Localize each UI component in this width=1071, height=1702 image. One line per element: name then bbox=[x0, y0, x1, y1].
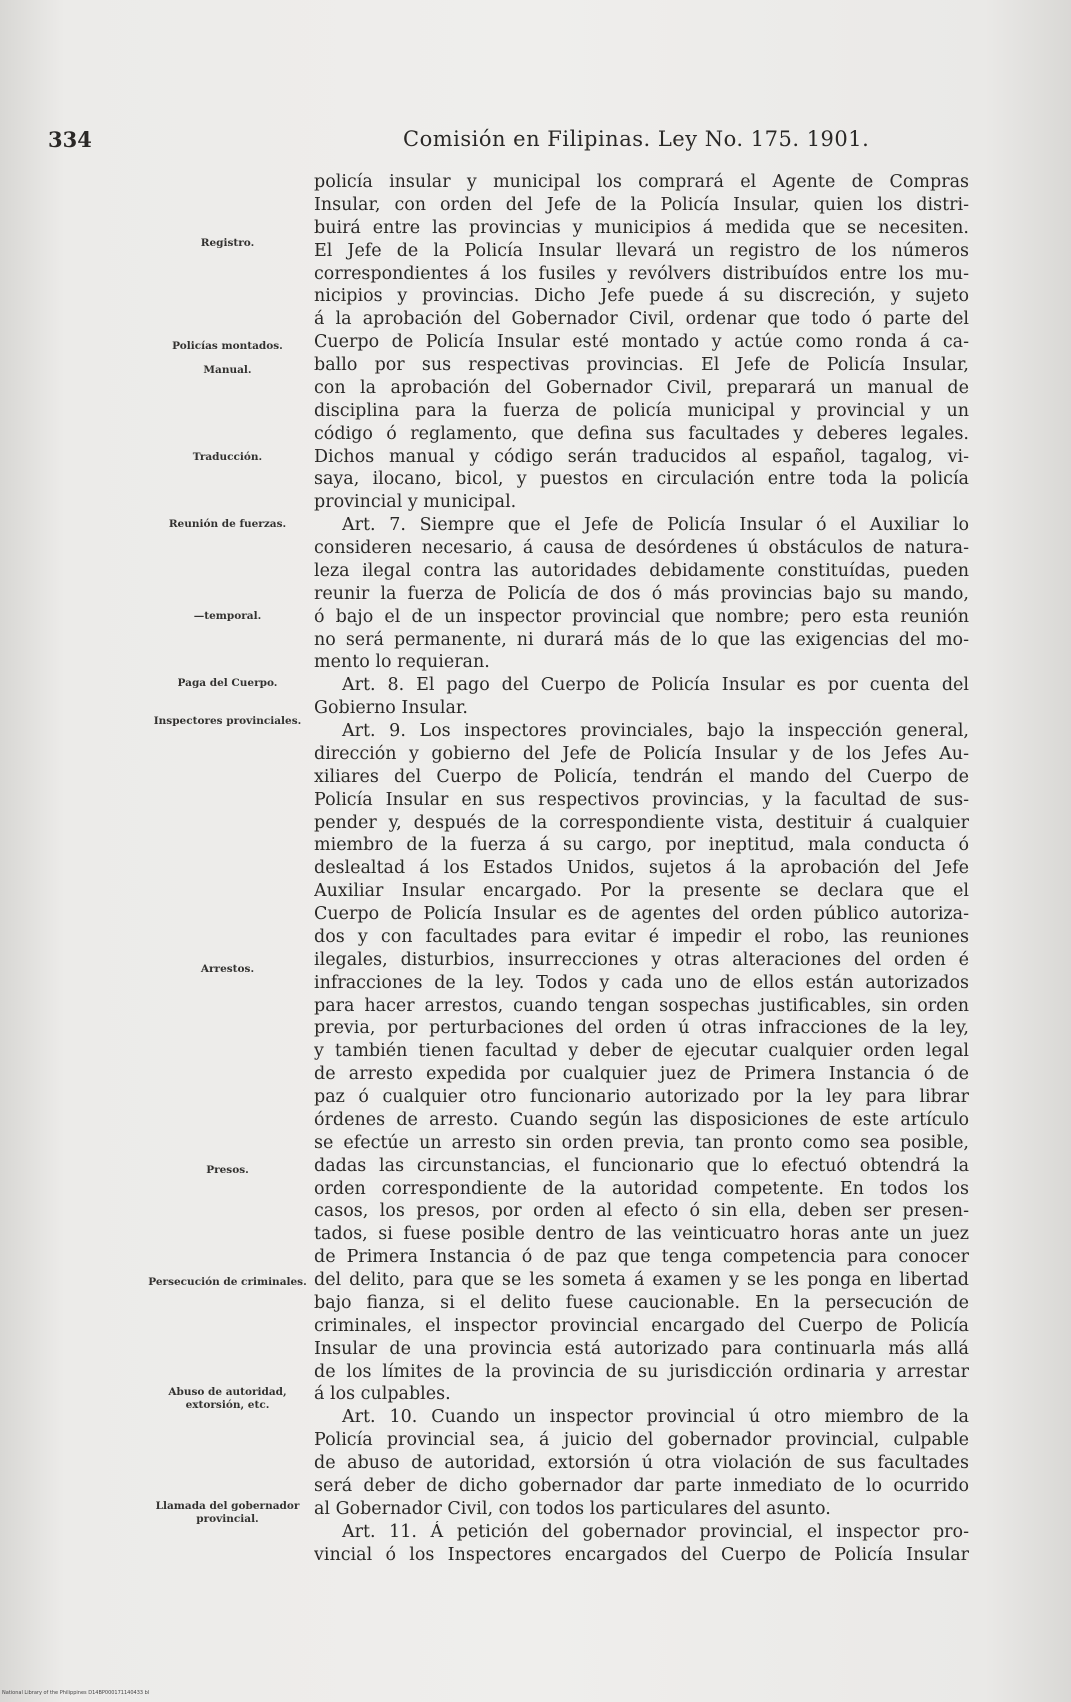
text-line: correspondientes á los fusiles y revólvers distribuídos entre los mu- bbox=[314, 263, 969, 284]
margin-note-abuso-de-autoridad: Abuso de autoridad, extorsión, etc. bbox=[168, 1386, 287, 1411]
text-line: saya, ilocano, bicol, y puestos en circulación entre toda la policía bbox=[314, 469, 969, 490]
text-line: dos y con facultades para evitar é impedir el robo, las reuniones bbox=[314, 926, 969, 947]
text-line: Insular, con orden del Jefe de la Policía Insular, quien los distri- bbox=[314, 194, 969, 215]
text-line: Gobierno Insular. bbox=[314, 698, 468, 719]
text-line: Cuerpo de Policía Insular es de agentes del orden público autoriza- bbox=[314, 904, 969, 924]
text-line: del delito, para que se les someta á examen y se les ponga en libertad bbox=[314, 1270, 969, 1290]
text-line: paz ó cualquier otro funcionario autorizado por la ley para librar bbox=[314, 1087, 969, 1107]
margin-note-reunion-de-fuerzas: Reunión de fuerzas. bbox=[168, 518, 287, 530]
article-10-start: Art. 10. Cuando un inspector provincial ú otro miembro de la bbox=[342, 1407, 969, 1428]
text-line: deslealtad á los Estados Unidos, sujetos á la aprobación del Jefe bbox=[314, 858, 969, 879]
text-line: orden correspondiente de la autoridad competente. En todos los bbox=[314, 1178, 969, 1199]
text-line: dadas las circunstancias, el funcionario que lo efectuó obtendrá la bbox=[314, 1155, 969, 1176]
text-line: xiliares del Cuerpo de Policía, tendrán el mando del Cuerpo de bbox=[314, 766, 969, 787]
text-line: órdenes de arresto. Cuando según las disposiciones de este artículo bbox=[314, 1109, 969, 1130]
text-line: El Jefe de la Policía Insular llevará un registro de los números bbox=[314, 240, 969, 261]
text-line: provincial y municipal. bbox=[314, 492, 517, 513]
text-line: á los culpables. bbox=[314, 1384, 451, 1405]
article-7-start: Art. 7. Siempre que el Jefe de Policía Insular ó el Auxiliar lo bbox=[342, 515, 969, 536]
text-line: leza ilegal contra las autoridades debidamente constituídas, pueden bbox=[314, 560, 969, 581]
body-text bbox=[314, 171, 969, 1566]
text-line: tados, si fuese posible dentro de las veinticuatro horas ante un juez bbox=[314, 1224, 969, 1245]
text-line: consideren necesario, á causa de desórdenes ú obstáculos de natura- bbox=[314, 538, 969, 558]
margin-note-registro: Registro. bbox=[200, 237, 255, 249]
margin-note-persecucion-de-criminales: Persecución de criminales. bbox=[148, 1276, 307, 1288]
margin-note-manual: Manual. bbox=[203, 364, 252, 376]
running-head: Comisión en Filipinas. Ley No. 175. 1901. bbox=[403, 127, 870, 151]
margin-note-llamada-del-gobernador: Llamada del gobernador provincial. bbox=[155, 1500, 300, 1525]
text-line: Cuerpo de Policía Insular esté montado y actúe como ronda á ca- bbox=[314, 332, 969, 353]
text-line: será deber de dicho gobernador dar parte inmediato de lo ocurrido bbox=[314, 1475, 969, 1496]
margin-note-traduccion: Traducción. bbox=[192, 451, 263, 463]
text-line: infracciones de la ley. Todos y cada uno de ellos están autorizados bbox=[314, 972, 969, 993]
margin-note-inspectores-provinciales: Inspectores provinciales. bbox=[153, 715, 302, 727]
text-line: de Primera Instancia ó de paz que tenga competencia para conocer bbox=[314, 1247, 969, 1268]
text-line: Auxiliar Insular encargado. Por la presente se declara que el bbox=[314, 881, 969, 902]
text-line: para hacer arrestos, cuando tengan sospechas justificables, sin orden bbox=[314, 995, 969, 1016]
text-line: ballo por sus respectivas provincias. El Jefe de Policía Insular, bbox=[314, 355, 969, 375]
margin-note-presos: Presos. bbox=[206, 1164, 249, 1176]
margin-note-paga-del-cuerpo: Paga del Cuerpo. bbox=[177, 677, 278, 689]
margin-note-arrestos: Arrestos. bbox=[200, 963, 255, 975]
text-line: dirección y gobierno del Jefe de Policía Insular y de los Jefes Au- bbox=[314, 743, 969, 764]
text-line: y también tienen facultad y deber de ejecutar cualquier orden legal bbox=[314, 1041, 969, 1062]
text-line: se efectúe un arresto sin orden previa, tan pronto como sea posible, bbox=[314, 1132, 969, 1153]
scan-footer: National Library of the Philippines D14BP000171140433 bl bbox=[2, 1690, 150, 1696]
text-line: miembro de la fuerza á su cargo, por ineptitud, mala conducta ó bbox=[314, 835, 969, 856]
text-line: no será permanente, ni durará más de lo que las exigencias del mo- bbox=[314, 629, 969, 650]
text-line: de arresto expedida por cualquier juez de Primera Instancia ó de bbox=[314, 1064, 969, 1085]
page-number: 334 bbox=[48, 127, 92, 152]
text-line: Policía provincial sea, á juicio del gobernador provincial, culpable bbox=[314, 1430, 969, 1451]
text-line: disciplina para la fuerza de policía municipal y provincial y un bbox=[314, 400, 969, 421]
text-line: previa, por perturbaciones del orden ú otras infracciones de la ley, bbox=[314, 1018, 969, 1039]
text-line: nicipios y provincias. Dicho Jefe puede á su discreción, y sujeto bbox=[314, 286, 969, 307]
text-line: reunir la fuerza de Policía de dos ó más provincias bajo su mando, bbox=[314, 583, 969, 604]
text-line: código ó reglamento, que defina sus facultades y deberes legales. bbox=[314, 423, 969, 444]
text-line: ó bajo el de un inspector provincial que nombre; pero esta reunión bbox=[314, 606, 969, 627]
text-line: buirá entre las provincias y municipios á medida que se necesiten. bbox=[314, 217, 969, 238]
text-line: bajo fianza, si el delito fuese caucionable. En la persecución de bbox=[314, 1292, 969, 1313]
text-line: de los límites de la provincia de su jurisdicción ordinaria y arrestar bbox=[314, 1361, 969, 1382]
text-line: Policía Insular en sus respectivos provincias, y la facultad de sus- bbox=[314, 789, 969, 810]
text-line: al Gobernador Civil, con todos los particulares del asunto. bbox=[314, 1498, 831, 1519]
text-line: á la aprobación del Gobernador Civil, ordenar que todo ó parte del bbox=[314, 309, 969, 330]
text-line: mento lo requieran. bbox=[314, 652, 490, 673]
page-header bbox=[48, 127, 968, 157]
text-line: casos, los presos, por orden al efecto ó sin ella, deben ser presen- bbox=[314, 1201, 969, 1222]
text-line: de abuso de autoridad, extorsión ú otra violación de sus facultades bbox=[314, 1453, 969, 1473]
text-line: pender y, después de la correspondiente vista, destituir á cualquier bbox=[314, 812, 969, 833]
text-line: con la aprobación del Gobernador Civil, preparará un manual de bbox=[314, 377, 969, 398]
text-line: ilegales, disturbios, insurrecciones y otras alteraciones del orden é bbox=[314, 949, 969, 970]
text-line: Dichos manual y código serán traducidos al español, tagalog, vi- bbox=[314, 446, 969, 467]
text-line: vincial ó los Inspectores encargados del Cuerpo de Policía Insular bbox=[314, 1544, 969, 1565]
article-11-start: Art. 11. Á petición del gobernador provincial, el inspector pro- bbox=[342, 1521, 969, 1542]
article-9-start: Art. 9. Los inspectores provinciales, bajo la inspección general, bbox=[342, 721, 969, 741]
margin-note-policias-montados: Policías montados. bbox=[172, 340, 283, 352]
margin-note-temporal: —temporal. bbox=[193, 610, 262, 622]
text-line: policía insular y municipal los comprará el Agente de Compras bbox=[314, 172, 969, 192]
text-line: criminales, el inspector provincial encargado del Cuerpo de Policía bbox=[314, 1315, 969, 1336]
article-8-start: Art. 8. El pago del Cuerpo de Policía Insular es por cuenta del bbox=[342, 675, 969, 696]
text-line: Insular de una provincia está autorizado para continuarla más allá bbox=[314, 1338, 969, 1359]
